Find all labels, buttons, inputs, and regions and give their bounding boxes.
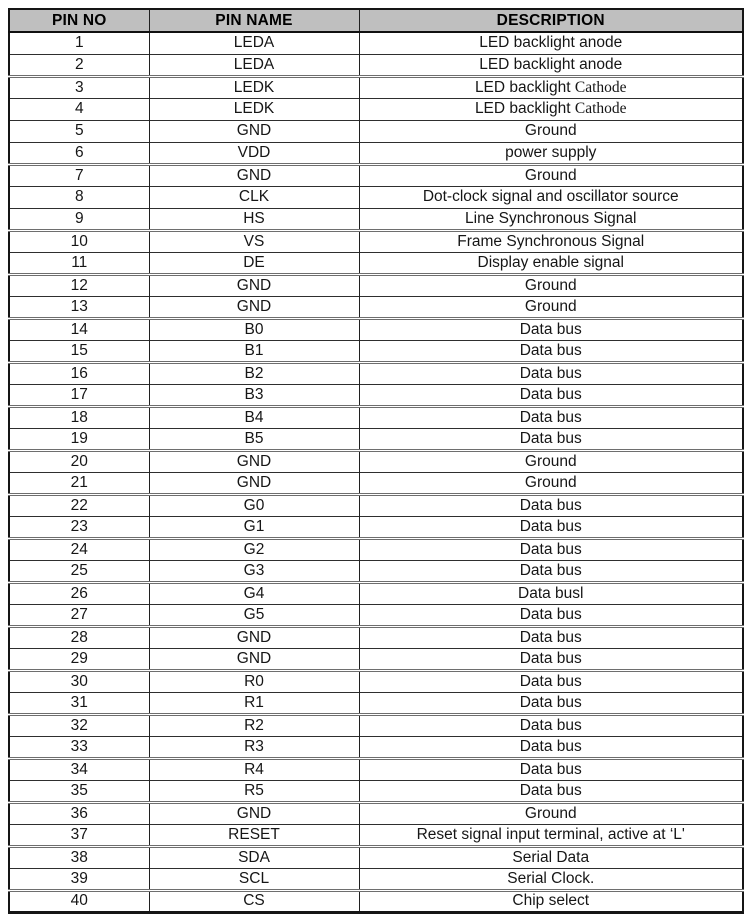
- pin-name-cell: SDA: [149, 846, 359, 868]
- description-cell: [359, 450, 743, 472]
- pin-name-cell: CLK: [149, 186, 359, 208]
- description-text: Ground: [524, 452, 577, 470]
- description-text: Data bus: [519, 605, 582, 623]
- pin-name-cell: GND: [149, 626, 359, 648]
- pin-name-cell: VDD: [149, 142, 359, 164]
- pin-no-cell: 25: [9, 560, 149, 582]
- description-cell: [359, 714, 743, 736]
- pin-name-cell: GND: [149, 274, 359, 296]
- description-text: Display enable signal: [477, 253, 624, 271]
- table-row: [9, 362, 743, 384]
- pin-name-cell: RESET: [149, 824, 359, 846]
- description-cell: [359, 340, 743, 362]
- table-row: [9, 164, 743, 186]
- table-row: [9, 76, 743, 98]
- pin-name-cell: LEDA: [149, 32, 359, 54]
- column-header-description: DESCRIPTION: [359, 9, 743, 32]
- description-cell: [359, 120, 743, 142]
- description-cell: [359, 516, 743, 538]
- description-text: Data bus: [519, 341, 582, 359]
- pin-no-cell: 35: [9, 780, 149, 802]
- description-cell: [359, 142, 743, 164]
- pin-no-cell: 15: [9, 340, 149, 362]
- table-row: [9, 318, 743, 340]
- description-cell: [359, 626, 743, 648]
- table-row: [9, 494, 743, 516]
- description-text: LED backlight anode: [479, 55, 623, 73]
- table-row: [9, 692, 743, 714]
- pin-name-cell: CS: [149, 890, 359, 912]
- description-text: LED backlight: [474, 78, 575, 96]
- pin-name-cell: B2: [149, 362, 359, 384]
- pin-name-cell: GND: [149, 472, 359, 494]
- table-row: [9, 186, 743, 208]
- description-cell: [359, 32, 743, 54]
- description-text: Serial Data: [512, 848, 590, 866]
- table-body: [9, 32, 743, 912]
- description-text: power supply: [505, 143, 597, 161]
- description-text: Data bus: [519, 320, 582, 338]
- table-row: [9, 648, 743, 670]
- table-row: [9, 714, 743, 736]
- pin-no-cell: 33: [9, 736, 149, 758]
- description-cell: [359, 164, 743, 186]
- table-row: [9, 340, 743, 362]
- table-row: [9, 802, 743, 824]
- description-text: Data bus: [519, 737, 582, 755]
- pin-no-cell: 20: [9, 450, 149, 472]
- pin-name-cell: R4: [149, 758, 359, 780]
- pin-no-cell: 13: [9, 296, 149, 318]
- pin-no-cell: 26: [9, 582, 149, 604]
- pin-no-cell: 27: [9, 604, 149, 626]
- table-row: [9, 670, 743, 692]
- pin-no-cell: 8: [9, 186, 149, 208]
- table-row: [9, 98, 743, 120]
- description-text-serif: Cathode: [574, 78, 627, 96]
- pin-name-cell: R1: [149, 692, 359, 714]
- pin-name-cell: HS: [149, 208, 359, 230]
- pin-no-cell: 5: [9, 120, 149, 142]
- pin-no-cell: 29: [9, 648, 149, 670]
- table-row: [9, 450, 743, 472]
- description-text: Data bus: [519, 385, 582, 403]
- description-cell: [359, 802, 743, 824]
- description-text: Data bus: [519, 540, 582, 558]
- description-text: Ground: [524, 276, 577, 294]
- table-row: [9, 296, 743, 318]
- pin-name-cell: LEDK: [149, 98, 359, 120]
- description-text: Ground: [524, 122, 577, 139]
- table-row: [9, 736, 743, 758]
- description-text: Ground: [524, 297, 577, 315]
- description-text: Dot-clock signal and oscillator source: [422, 188, 679, 205]
- table-row: [9, 120, 743, 142]
- table-row: [9, 824, 743, 846]
- pin-name-cell: SCL: [149, 868, 359, 890]
- pin-name-cell: GND: [149, 164, 359, 186]
- table-row: [9, 538, 743, 560]
- pin-no-cell: 38: [9, 846, 149, 868]
- description-cell: [359, 230, 743, 252]
- pin-name-cell: GND: [149, 296, 359, 318]
- pin-no-cell: 16: [9, 362, 149, 384]
- table-row: [9, 208, 743, 230]
- description-text: Data bus: [519, 561, 582, 579]
- description-text: Ground: [524, 804, 577, 822]
- pin-name-cell: G3: [149, 560, 359, 582]
- pin-no-cell: 7: [9, 164, 149, 186]
- table-row: [9, 516, 743, 538]
- description-cell: [359, 208, 743, 230]
- pin-no-cell: 6: [9, 142, 149, 164]
- table-row: [9, 472, 743, 494]
- description-text: Data bus: [519, 760, 582, 778]
- description-cell: [359, 846, 743, 868]
- table-row: [9, 604, 743, 626]
- description-text: Data bus: [519, 693, 582, 711]
- table-row: [9, 758, 743, 780]
- table-row: [9, 142, 743, 164]
- pin-no-cell: 23: [9, 516, 149, 538]
- pin-name-cell: LEDA: [149, 54, 359, 76]
- description-cell: [359, 428, 743, 450]
- table-row: [9, 626, 743, 648]
- pin-no-cell: 40: [9, 890, 149, 912]
- header-row: [9, 9, 743, 32]
- pin-no-cell: 19: [9, 428, 149, 450]
- description-text: Data bus: [519, 496, 582, 514]
- description-text: Data bus: [519, 781, 582, 799]
- description-cell: [359, 758, 743, 780]
- pin-name-cell: G4: [149, 582, 359, 604]
- description-cell: [359, 868, 743, 890]
- pin-no-cell: 30: [9, 670, 149, 692]
- table-row: [9, 868, 743, 890]
- pin-name-cell: B0: [149, 318, 359, 340]
- table-row: [9, 890, 743, 912]
- pin-name-cell: G1: [149, 516, 359, 538]
- pin-no-cell: 12: [9, 274, 149, 296]
- description-cell: [359, 252, 743, 274]
- pin-name-cell: GND: [149, 450, 359, 472]
- description-text: Chip select: [512, 892, 590, 909]
- pin-name-cell: R0: [149, 670, 359, 692]
- description-cell: [359, 560, 743, 582]
- description-cell: [359, 670, 743, 692]
- description-cell: [359, 824, 743, 846]
- pin-name-cell: LEDK: [149, 76, 359, 98]
- description-text: LED backlight anode: [479, 34, 623, 52]
- description-text: Data bus: [519, 408, 582, 426]
- description-cell: [359, 362, 743, 384]
- description-text-serif: Cathode: [574, 100, 627, 117]
- description-cell: [359, 472, 743, 494]
- pin-name-cell: GND: [149, 648, 359, 670]
- pin-name-cell: B4: [149, 406, 359, 428]
- description-cell: [359, 318, 743, 340]
- pin-no-cell: 14: [9, 318, 149, 340]
- description-cell: [359, 54, 743, 76]
- pin-description-table: [8, 8, 744, 914]
- pin-name-cell: B3: [149, 384, 359, 406]
- pin-no-cell: 4: [9, 98, 149, 120]
- pin-no-cell: 36: [9, 802, 149, 824]
- description-text: Data bus: [519, 429, 582, 447]
- pin-no-cell: 1: [9, 32, 149, 54]
- pin-no-cell: 37: [9, 824, 149, 846]
- description-text: Data bus: [519, 672, 582, 690]
- table-row: [9, 780, 743, 802]
- description-text: LED backlight: [474, 100, 575, 117]
- description-cell: [359, 604, 743, 626]
- pin-no-cell: 22: [9, 494, 149, 516]
- description-text: Line Synchronous Signal: [465, 209, 637, 227]
- description-text: Data bus: [519, 649, 582, 667]
- pin-name-cell: G5: [149, 604, 359, 626]
- table-row: [9, 406, 743, 428]
- pin-no-cell: 32: [9, 714, 149, 736]
- description-cell: [359, 648, 743, 670]
- pin-name-cell: R2: [149, 714, 359, 736]
- table-row: [9, 54, 743, 76]
- description-cell: [359, 274, 743, 296]
- pin-no-cell: 28: [9, 626, 149, 648]
- pin-name-cell: B1: [149, 340, 359, 362]
- pin-no-cell: 10: [9, 230, 149, 252]
- table-row: [9, 384, 743, 406]
- pin-no-cell: 9: [9, 208, 149, 230]
- pin-no-cell: 31: [9, 692, 149, 714]
- description-cell: [359, 406, 743, 428]
- description-text: Ground: [524, 473, 577, 491]
- table-row: [9, 230, 743, 252]
- description-cell: [359, 780, 743, 802]
- description-cell: [359, 692, 743, 714]
- description-cell: [359, 494, 743, 516]
- description-cell: [359, 384, 743, 406]
- description-text: Reset signal input terminal, active at ‘L': [416, 825, 685, 843]
- description-cell: [359, 538, 743, 560]
- pin-no-cell: 21: [9, 472, 149, 494]
- description-cell: [359, 98, 743, 120]
- description-cell: [359, 296, 743, 318]
- table-row: [9, 428, 743, 450]
- description-cell: [359, 582, 743, 604]
- pin-no-cell: 34: [9, 758, 149, 780]
- table-row: [9, 274, 743, 296]
- description-text: Data bus: [519, 628, 582, 646]
- description-text: Ground: [524, 166, 577, 184]
- table-row: [9, 846, 743, 868]
- pin-name-cell: DE: [149, 252, 359, 274]
- pin-no-cell: 39: [9, 868, 149, 890]
- pin-no-cell: 24: [9, 538, 149, 560]
- table-row: [9, 252, 743, 274]
- pin-name-cell: GND: [149, 120, 359, 142]
- description-text: Data bus: [519, 517, 582, 535]
- description-text: Data bus: [519, 716, 582, 734]
- column-header-pin-name: PIN NAME: [149, 9, 359, 32]
- pin-no-cell: 17: [9, 384, 149, 406]
- description-text: Frame Synchronous Signal: [457, 232, 645, 250]
- description-cell: [359, 890, 743, 912]
- pin-no-cell: 18: [9, 406, 149, 428]
- pin-name-cell: R3: [149, 736, 359, 758]
- description-text: Data busl: [518, 584, 584, 602]
- description-cell: [359, 186, 743, 208]
- table-header: [9, 9, 743, 32]
- pin-no-cell: 2: [9, 54, 149, 76]
- pin-no-cell: 3: [9, 76, 149, 98]
- pin-name-cell: VS: [149, 230, 359, 252]
- column-header-pin-no: PIN NO: [9, 9, 149, 32]
- pin-name-cell: GND: [149, 802, 359, 824]
- description-text: Data bus: [519, 364, 582, 382]
- table-row: [9, 560, 743, 582]
- pin-name-cell: G2: [149, 538, 359, 560]
- pin-name-cell: G0: [149, 494, 359, 516]
- table-row: [9, 582, 743, 604]
- pin-no-cell: 11: [9, 252, 149, 274]
- pin-name-cell: R5: [149, 780, 359, 802]
- description-cell: [359, 76, 743, 98]
- table-row: [9, 32, 743, 54]
- description-text: Serial Clock.: [507, 869, 595, 887]
- pin-name-cell: B5: [149, 428, 359, 450]
- description-cell: [359, 736, 743, 758]
